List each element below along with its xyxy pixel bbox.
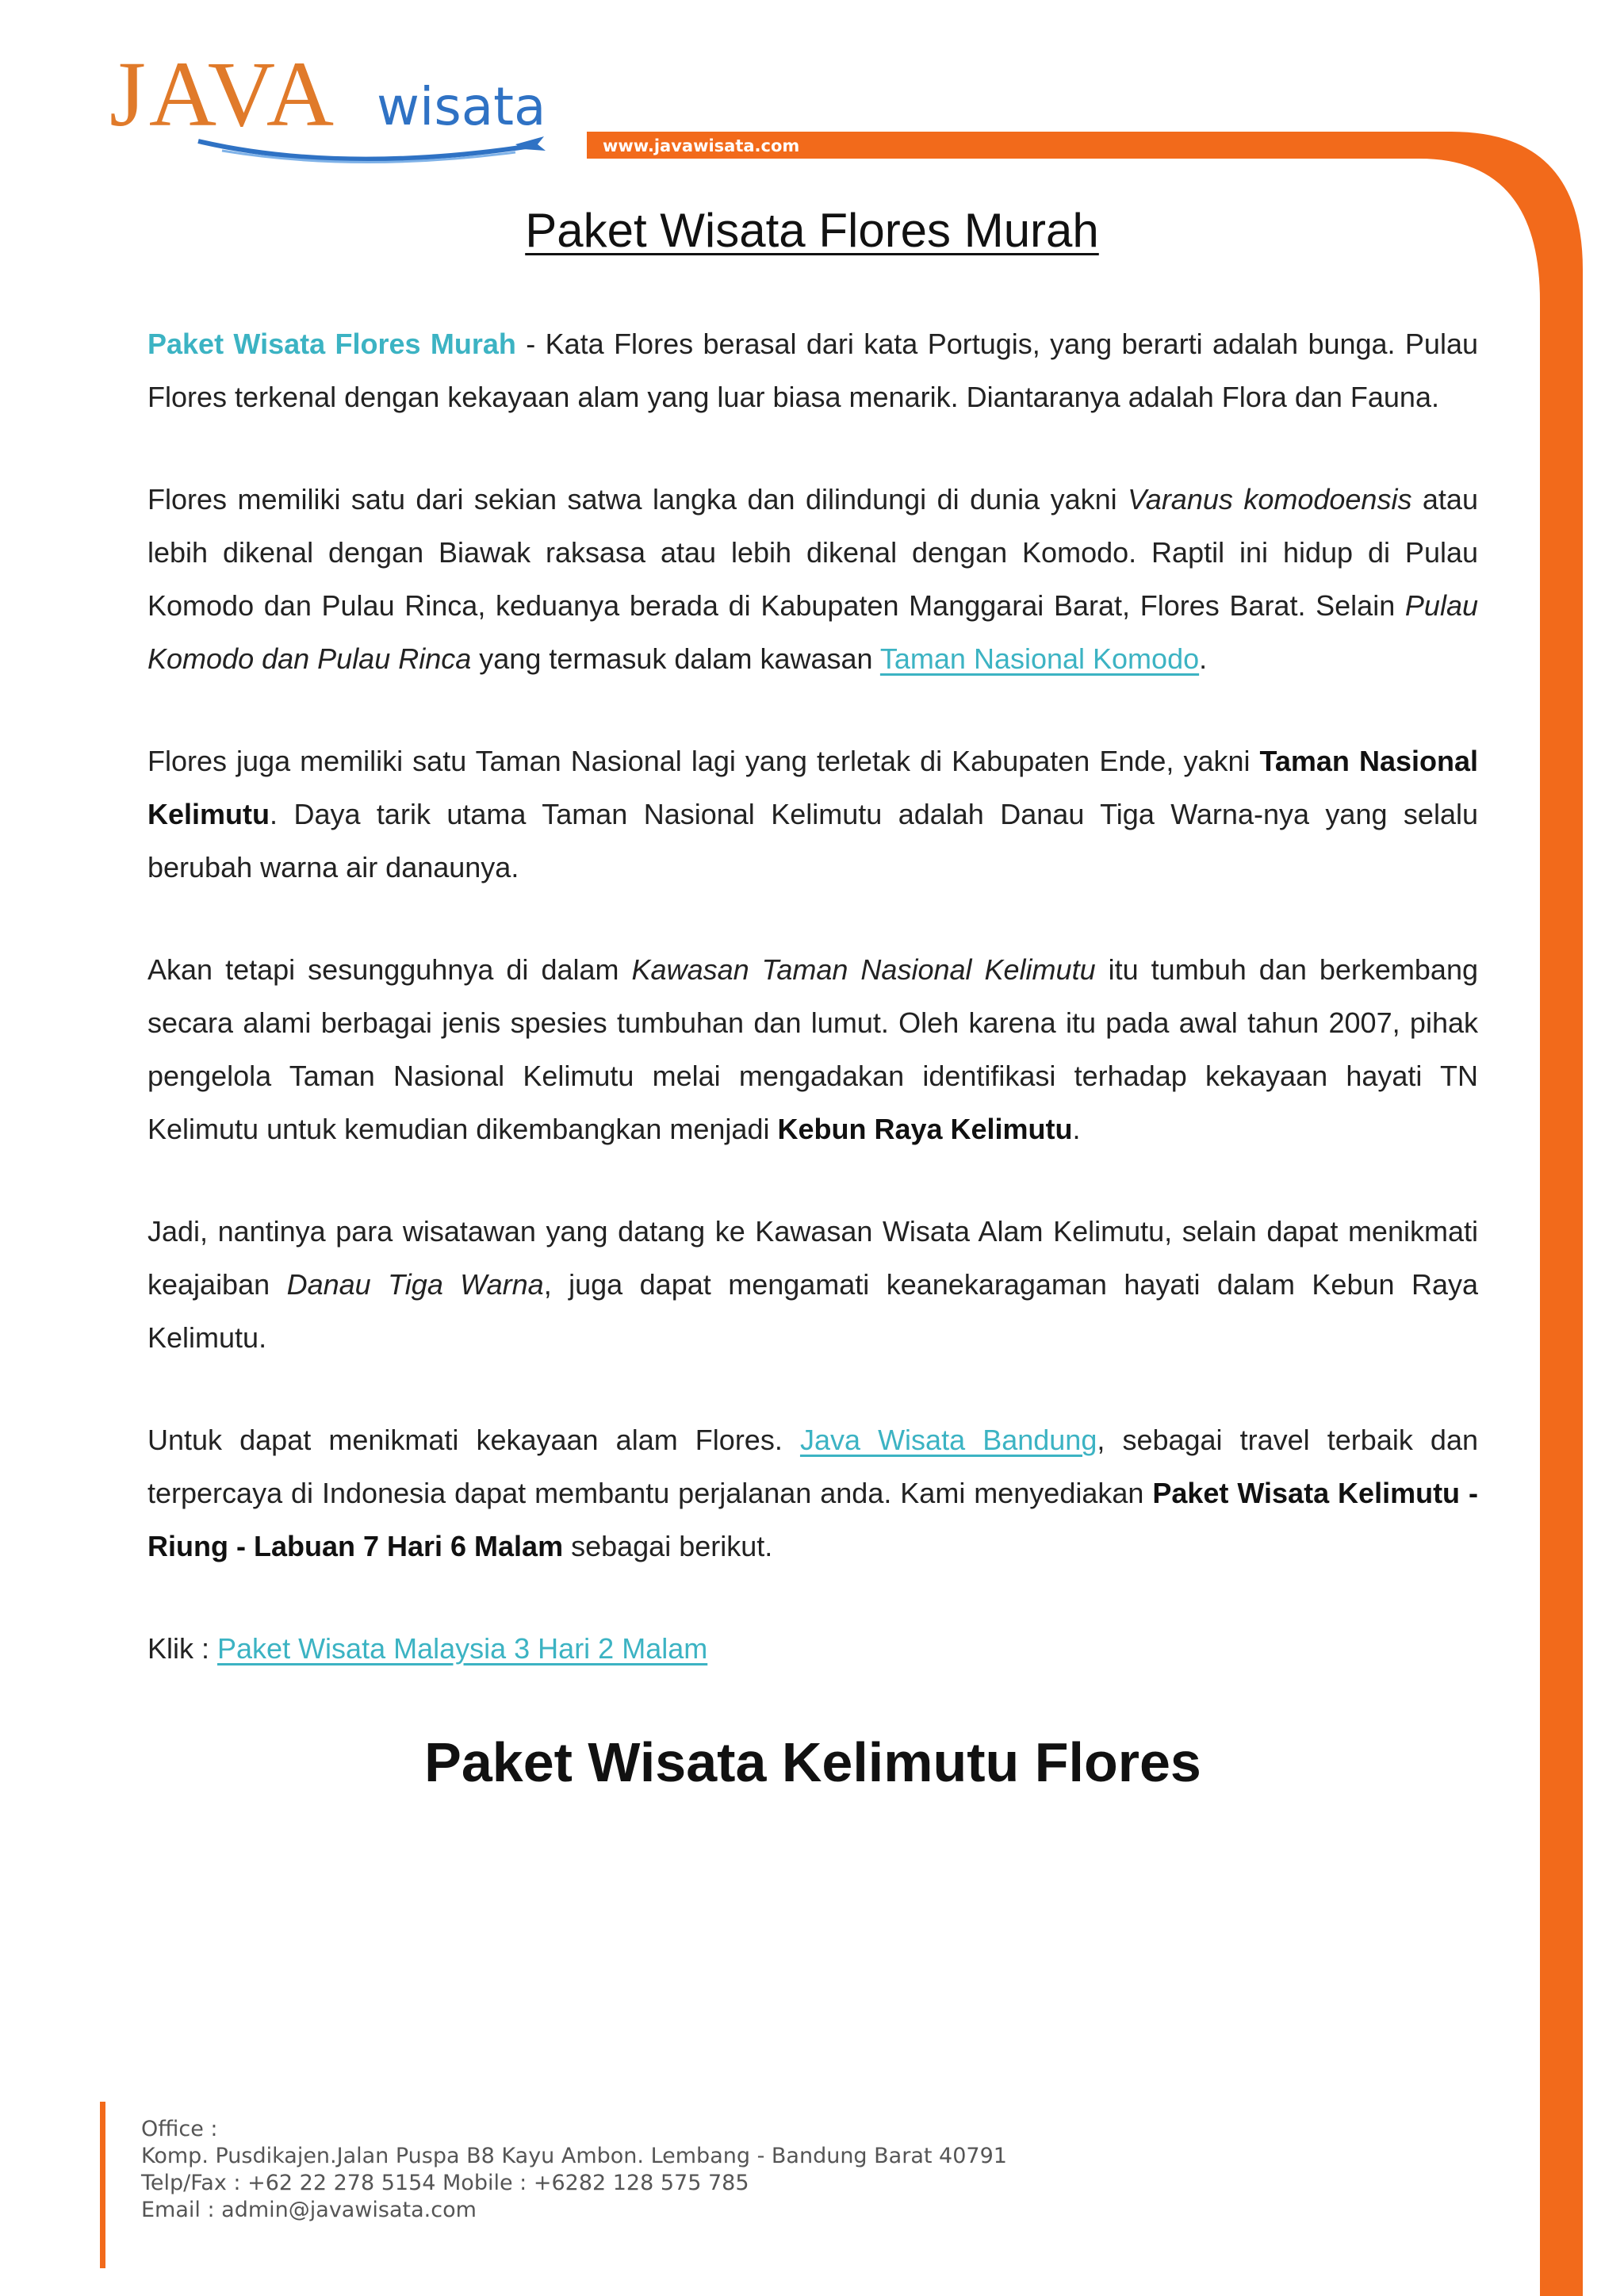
article-body — [147, 317, 1478, 1794]
kebun-bold-1: Kebun Raya Kelimutu — [777, 1113, 1073, 1145]
komodo-text-2: atau lebih dikenal dengan Biawak raksasa atau lebih dikenal dengan Komodo. Raptil ini hidup di Pulau Komodo dan Pulau Rinca, keduanya berada di Kabupaten Manggarai Barat, Flores Barat. Selain — [147, 483, 1478, 622]
taman-nasional-komodo-link[interactable]: Taman Nasional Komodo — [879, 642, 1200, 675]
paragraph-kelimutu — [147, 734, 1478, 894]
footer-office-label: Office : — [141, 2117, 218, 2141]
paragraph-komodo — [147, 473, 1478, 685]
java-text-1: Untuk dapat menikmati kekayaan alam Flores. — [147, 1424, 800, 1456]
footer-contact — [141, 2116, 1007, 2224]
klik-label: Klik : — [147, 1632, 218, 1665]
komodo-italic-1: Varanus komodoensis — [1128, 483, 1412, 516]
footer-email: Email : admin@javawisata.com — [141, 2198, 477, 2222]
paragraph-kebun-raya — [147, 943, 1478, 1156]
komodo-text-4: . — [1199, 642, 1208, 675]
site-url: www.javawisata.com — [603, 136, 800, 155]
wisatawan-italic-1: Danau Tiga Warna — [286, 1268, 544, 1301]
intro-highlight: Paket Wisata Flores Murah — [147, 328, 516, 360]
komodo-text-3: yang termasuk dalam kawasan — [471, 642, 880, 675]
footer-phone: Telp/Fax : +62 22 278 5154 Mobile : +6282 128 575 785 — [141, 2171, 749, 2195]
page-title — [0, 203, 1624, 258]
wisatawan-text-2: , juga dapat mengamati keanekaragaman hayati dalam Kebun Raya Kelimutu. — [147, 1268, 1478, 1354]
komodo-italic-2: Pulau Komodo dan Pulau Rinca — [147, 589, 1478, 675]
wisatawan-text-1: Jadi, nantinya para wisatawan yang datang ke Kawasan Wisata Alam Kelimutu, selain dapat menikmati keajaiban — [147, 1215, 1478, 1301]
java-text-2: , sebagai travel terbaik dan terpercaya di Indonesia dapat membantu perjalanan anda. Kami menyediakan — [147, 1424, 1478, 1509]
kebun-text-1: Akan tetapi sesungguhnya di dalam — [147, 953, 632, 986]
java-wisata-bandung-link[interactable]: Java Wisata Bandung — [799, 1424, 1097, 1456]
kelimutu-bold-1: Taman Nasional Kelimutu — [147, 745, 1478, 830]
logo-wisata-text: wisata — [377, 76, 546, 137]
kebun-text-3: . — [1072, 1113, 1081, 1145]
footer-accent-bar — [100, 2102, 105, 2268]
page-title-text: Paket Wisata Flores Murah — [525, 204, 1099, 257]
kelimutu-text-1: Flores juga memiliki satu Taman Nasional lagi yang terletak di Kabupaten Ende, yakni — [147, 745, 1260, 777]
java-wisata-logo — [103, 42, 547, 167]
paragraph-wisatawan — [147, 1205, 1478, 1364]
java-bold-1: Paket Wisata Kelimutu - Riung - Labuan 7 Hari 6 Malam — [147, 1477, 1478, 1562]
komodo-text-1: Flores memiliki satu dari sekian satwa langka dan dilindungi di dunia yakni — [147, 483, 1128, 516]
kelimutu-text-2: . Daya tarik utama Taman Nasional Kelimutu adalah Danau Tiga Warna-nya yang selalu berubah warna air danaunya. — [147, 798, 1478, 884]
kebun-text-2: itu tumbuh dan berkembang secara alami berbagai jenis spesies tumbuhan dan lumut. Oleh karena itu pada awal tahun 2007, pihak pengelola Taman Nasional Kelimutu melai mengadakan identifikasi terhadap kekayaan hayati TN Kelimutu untuk kemudian dikembangkan menjadi — [147, 953, 1478, 1145]
kebun-italic-1: Kawasan Taman Nasional Kelimutu — [631, 953, 1096, 986]
paragraph-java-wisata — [147, 1413, 1478, 1573]
paragraph-intro — [147, 317, 1478, 424]
paragraph-klik — [147, 1622, 1478, 1675]
logo-java-text: JAVA — [109, 42, 338, 146]
java-text-3: sebagai berikut. — [563, 1530, 773, 1562]
section-heading: Paket Wisata Kelimutu Flores — [424, 1731, 1201, 1793]
intro-text: - Kata Flores berasal dari kata Portugis, yang berarti adalah bunga. Pulau Flores terkenal dengan kekayaan alam yang luar biasa menarik. Diantaranya adalah Flora dan Fauna. — [147, 328, 1478, 413]
paket-malaysia-link[interactable]: Paket Wisata Malaysia 3 Hari 2 Malam — [217, 1632, 708, 1665]
footer-address: Komp. Pusdikajen.Jalan Puspa B8 Kayu Ambon. Lembang - Bandung Barat 40791 — [141, 2144, 1007, 2168]
